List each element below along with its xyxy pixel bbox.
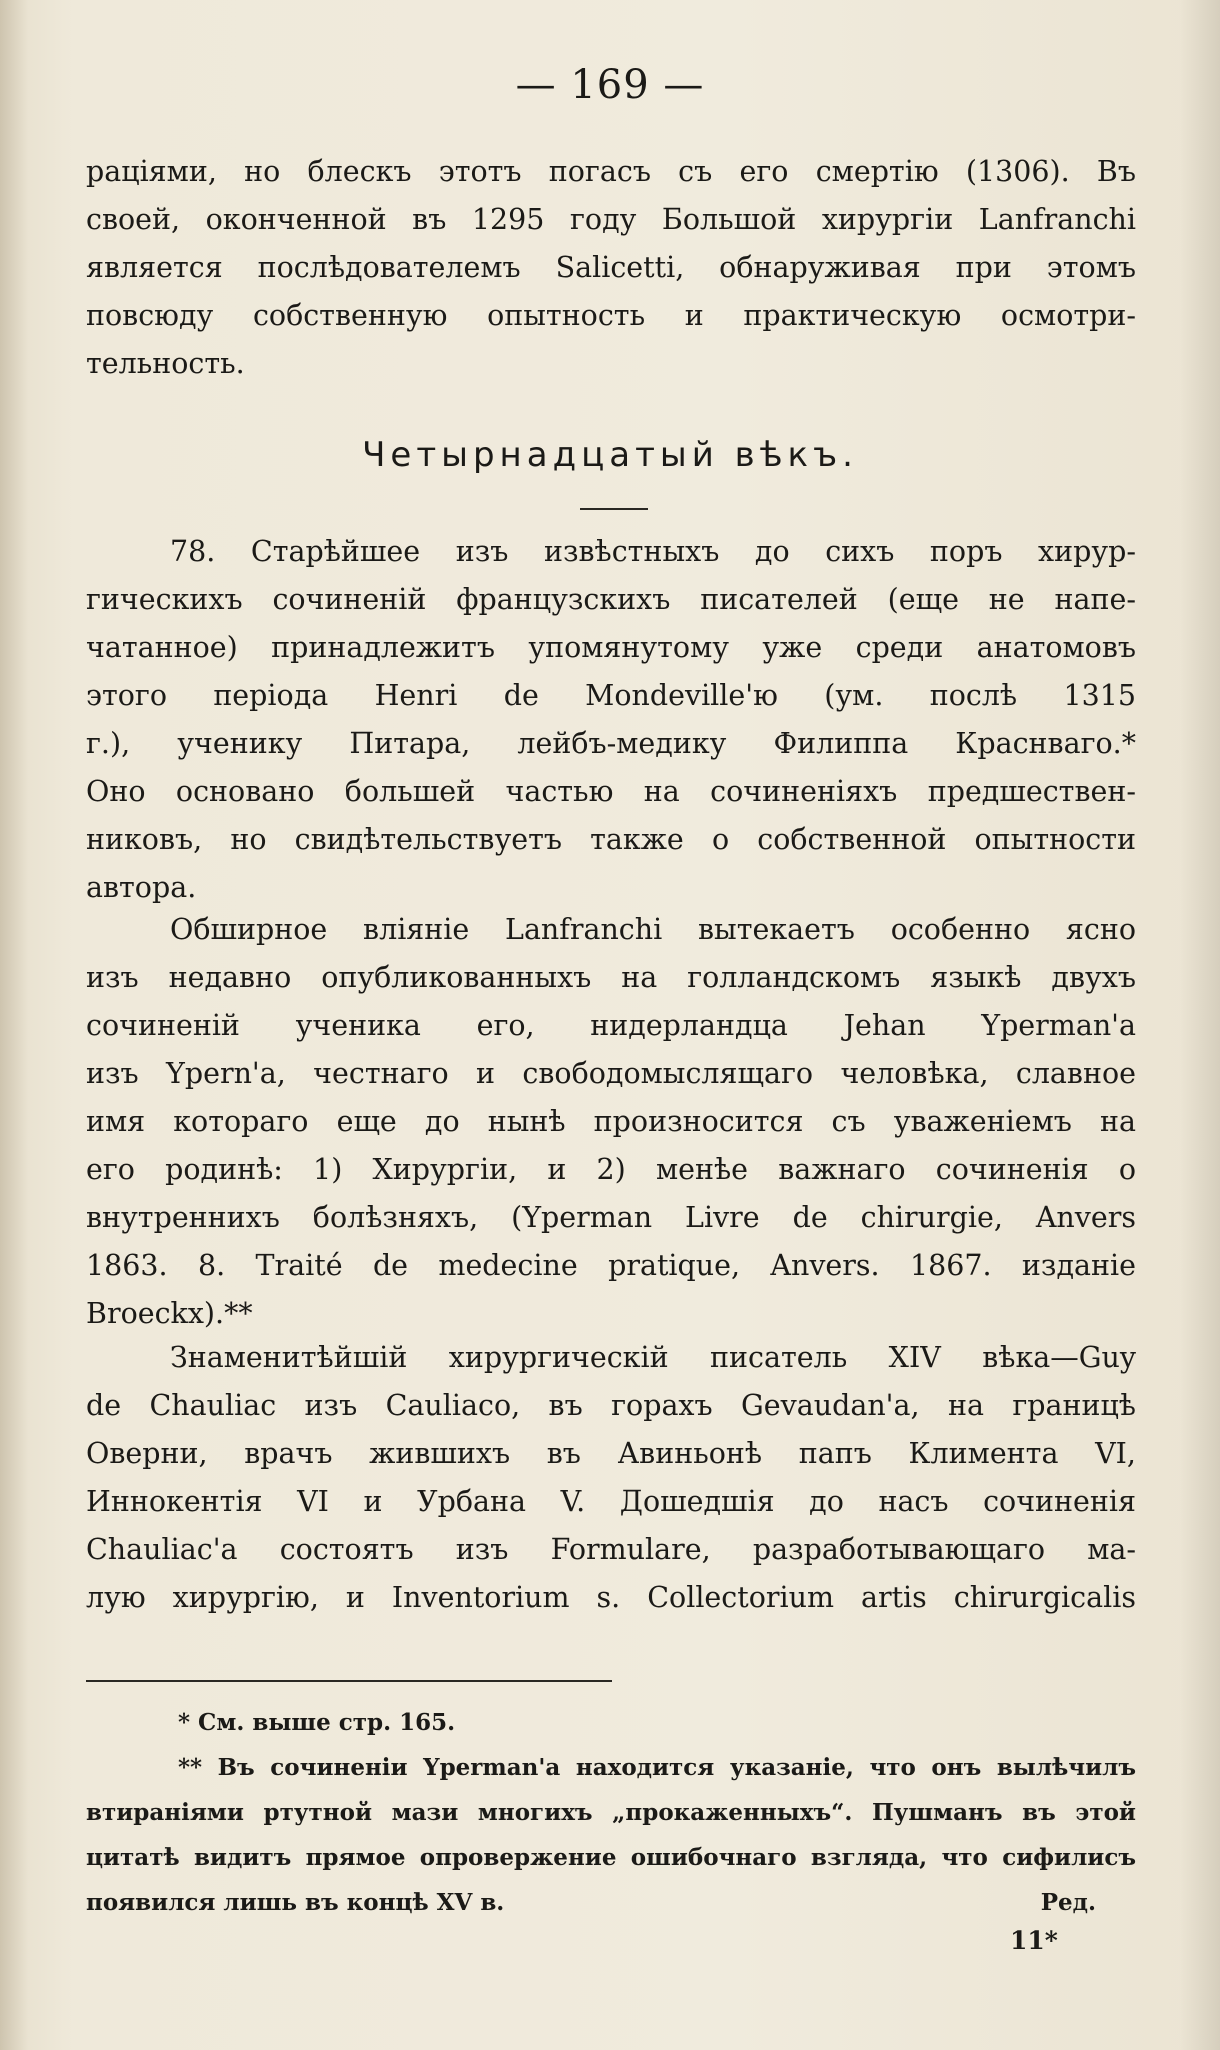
text-line: сочиненій ученика его, нидерландца Jehan Yperman'а — [86, 1009, 1136, 1042]
text-line: тельность. — [86, 347, 245, 380]
section-title: Четырнадцатый вѣкъ. — [362, 435, 858, 475]
footnotes — [86, 1700, 1136, 1925]
paragraph-lanfranchi — [86, 906, 1136, 1338]
page-edge-shadow — [0, 0, 28, 2050]
text-line: его родинѣ: 1) Хирургіи, и 2) менѣе важнаго сочиненія о — [86, 1153, 1136, 1186]
text-line: Знаменитѣйшій хирургическій писатель XIV вѣка—Guy — [170, 1341, 1136, 1374]
text-line: повсюду собственную опытность и практическую осмотри- — [86, 299, 1136, 332]
text-line: раціями, но блескъ этотъ погасъ съ его смертію (1306). Въ — [86, 155, 1136, 188]
footnote-2 — [86, 1745, 1136, 1925]
text-line: этого періода Henri de Mondeville'ю (ум. послѣ 1315 — [86, 679, 1136, 712]
text-line: Оверни, врачъ жившихъ въ Авиньонѣ папъ Климента VI, — [86, 1437, 1136, 1470]
spine-shadow — [1180, 0, 1220, 2050]
paragraph-guy-de-chauliac — [86, 1334, 1136, 1622]
text-line: Broeckx).** — [86, 1297, 253, 1330]
footnote-line: ** Въ сочиненіи Yperman'а находится указаніе, что онъ вылѣчилъ — [178, 1754, 1136, 1781]
text-line: внутреннихъ болѣзняхъ, (Yperman Livre de chirurgie, Anvers — [86, 1201, 1136, 1234]
text-line: никовъ, но свидѣтельствуетъ также о собственной опытности — [86, 823, 1136, 856]
footnote-divider — [86, 1680, 612, 1682]
text-line: 78. Старѣйшее изъ извѣстныхъ до сихъ поръ хирур- — [170, 535, 1136, 568]
text-line: чатанное) принадлежитъ упомянутому уже среди анатомовъ — [86, 631, 1136, 664]
footnote-line: цитатѣ видитъ прямое опровержение ошибочнаго взгляда, что сифилисъ — [86, 1844, 1136, 1871]
text-line: изъ Ypern'а, честнаго и свободомыслящаго человѣка, славное — [86, 1057, 1136, 1090]
editor-mark: Ред. — [1040, 1889, 1096, 1916]
text-line: лую хирургію, и Inventorium s. Collectorium artis chirurgicalis — [86, 1581, 1136, 1614]
section-divider — [580, 508, 648, 510]
text-line: Обширное вліяніе Lanfranchi вытекаетъ особенно ясно — [170, 913, 1136, 946]
intro-paragraph — [86, 148, 1136, 388]
paragraph-78 — [86, 528, 1136, 912]
text-line: Chauliac'а состоятъ изъ Formulare, разработывающаго ма- — [86, 1533, 1136, 1566]
text-line: имя котораго еще до нынѣ произносится съ уваженіемъ на — [86, 1105, 1136, 1138]
text-line: гическихъ сочиненій французскихъ писателей (еще не напе- — [86, 583, 1136, 616]
text-line: 1863. 8. Traité de medecine pratique, Anvers. 1867. изданіе — [86, 1249, 1136, 1282]
text-line: г.), ученику Питара, лейбъ-медику Филиппа Краснваго.* — [86, 727, 1136, 760]
footnote-1: * См. выше стр. 165. — [178, 1709, 456, 1736]
signature-mark: 11* — [1010, 1926, 1058, 1955]
footnote-line: появился лишь въ концѣ XV в. — [86, 1889, 505, 1916]
text-line: изъ недавно опубликованныхъ на голландскомъ языкѣ двухъ — [86, 961, 1136, 994]
text-line: автора. — [86, 871, 197, 904]
text-line: своей, оконченной въ 1295 году Большой хирургіи Lanfranchi — [86, 203, 1136, 236]
footnote-line: втираніями ртутной мази многихъ „прокаженныхъ“. Пушманъ въ этой — [86, 1799, 1136, 1826]
text-line: Оно основано большей частью на сочиненіяхъ предшествен- — [86, 775, 1136, 808]
text-line: de Chauliac изъ Cauliaco, въ горахъ Gevaudan'а, на границѣ — [86, 1389, 1136, 1422]
text-line: является послѣдователемъ Salicetti, обнаруживая при этомъ — [86, 251, 1136, 284]
page-number: — 169 — — [515, 62, 705, 108]
text-line: Иннокентія VI и Урбана V. Дошедшія до насъ сочиненія — [86, 1485, 1136, 1518]
